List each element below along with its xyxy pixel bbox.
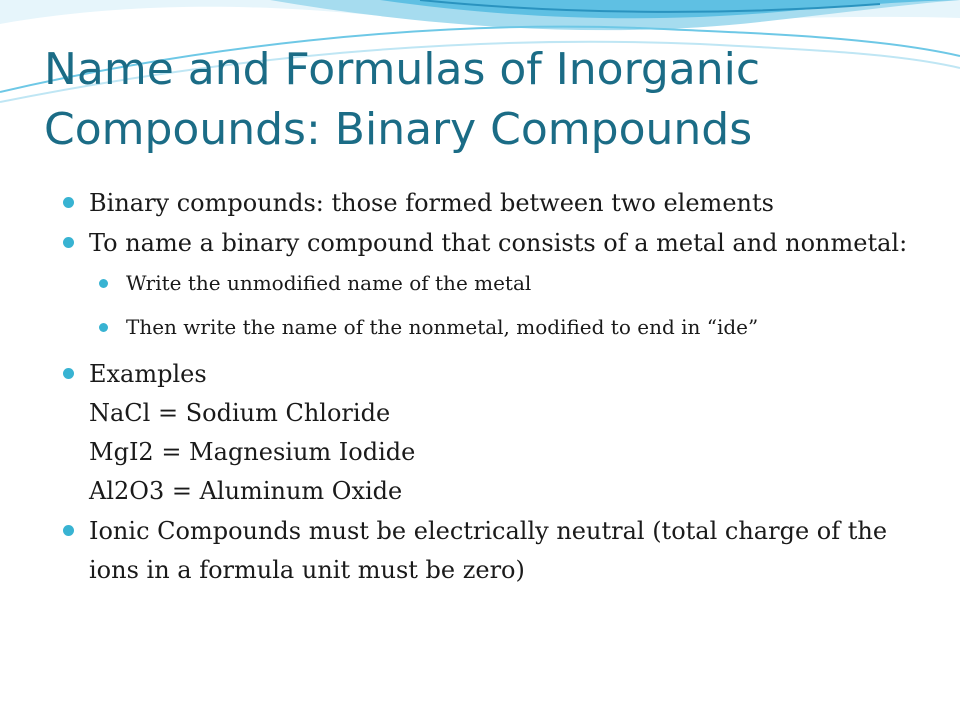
sub-bullet-metal-name: Write the unmodified name of the metal [98,267,922,299]
example-mgi2: MgI2 = Magnesium Iodide [89,438,416,466]
bullet-naming-rule: To name a binary compound that consists of a metal and nonmetal: [62,224,922,263]
example-nacl: NaCl = Sodium Chloride [89,399,391,427]
bullet-ionic-neutrality: Ionic Compounds must be electrically neutral (total charge of the ions in a formula unit must be zero) [62,512,922,590]
slide-content [62,184,922,591]
bullet-examples [62,355,922,511]
sub-bullet-nonmetal-name: Then write the name of the nonmetal, modified to end in “ide” [98,311,922,343]
examples-heading: Examples [89,360,207,388]
slide-title: Name and Formulas of Inorganic Compounds: Binary Compounds [44,44,761,155]
bullet-binary-definition: Binary compounds: those formed between two elements [62,184,922,223]
example-al2o3: Al2O3 = Aluminum Oxide [89,477,403,505]
naming-steps-list [98,267,922,343]
